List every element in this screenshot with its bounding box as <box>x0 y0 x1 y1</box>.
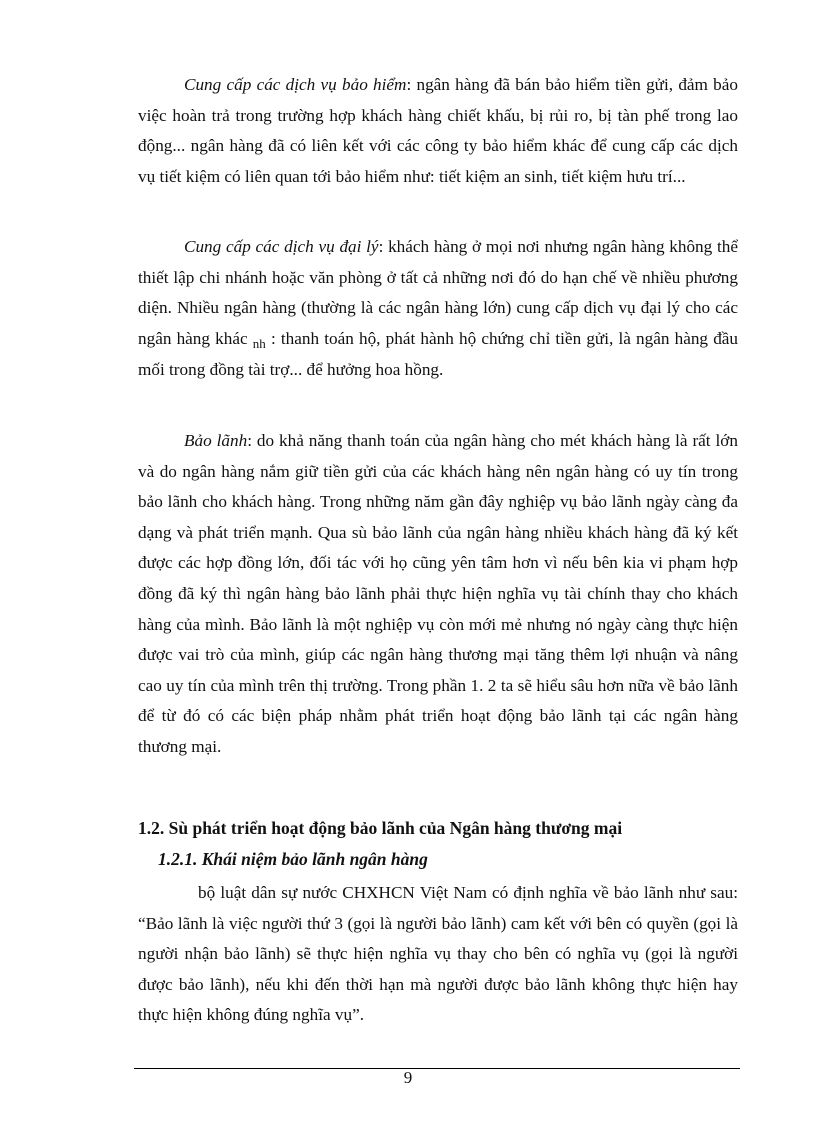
paragraph-guarantee <box>138 426 738 763</box>
paragraph-lead: Cung cấp các dịch vụ đại lý <box>184 237 379 256</box>
paragraph-definition <box>138 878 738 1031</box>
paragraph-body-continued: : thanh toán hộ, phát hành hộ chứng chỉ tiền gửi, là ngân hàng đầu mối trong đồng tài trợ... để hưởng hoa hồng. <box>138 328 739 380</box>
paragraph-body: : khách hàng ở mọi nơi nhưng ngân hàng không thể thiết lập chi nhánh hoặc văn phòng ở tất cả những nơi đó do hạn chế về nhiều phương diện. Nhiều ngân hàng (thường là các ngân hàng lớn) cung cấp dịch vụ đại lý cho các ngân hàng khác <box>138 237 738 348</box>
paragraph-lead: Bảo lãnh <box>184 431 248 450</box>
page-number: 9 <box>403 1068 413 1087</box>
section-heading: 1.2. Sù phát triển hoạt động bảo lãnh của Ngân hàng thương mại <box>138 818 623 838</box>
subscript-note: nh <box>252 335 266 351</box>
paragraph-body: bộ luật dân sự nước CHXHCN Việt Nam có định nghĩa về bảo lãnh như sau: “Bảo lãnh là việc người thứ 3 (gọi là người bảo lãnh) cam kết với bên có quyền (gọi là người nhận bảo lãnh) sẽ thực hiện nghĩa vụ thay cho bên có nghĩa vụ (gọi là người được bảo lãnh), nếu khi đến thời hạn mà người được bảo lãnh không thực hiện hay thực hiện không đúng nghĩa vụ”. <box>138 883 738 1025</box>
paragraph-lead: Cung cấp các dịch vụ bảo hiểm <box>184 75 407 94</box>
paragraph-body: : ngân hàng đã bán bảo hiểm tiền gửi, đảm bảo việc hoàn trả trong trường hợp khách hàng chiết khấu, bị rủi ro, bị tàn phế trong lao động... ngân hàng đã có liên kết với các công ty bảo hiểm khác để cung cấp các dịch vụ tiết kiệm có liên quan tới bảo hiểm như: tiết kiệm an sinh, tiết kiệm hưu trí... <box>138 75 738 186</box>
paragraph-body: : do khả năng thanh toán của ngân hàng cho mét khách hàng là rất lớn và do ngân hàng nắm giữ tiền gửi của các khách hàng nên ngân hàng có uy tín trong bảo lãnh cho khách hàng. Trong những năm gần đây nghiệp vụ bảo lãnh ngày càng đa dạng và phát triển mạnh. Qua sù bảo lãnh của ngân hàng nhiều khách hàng đã ký kết được các hợp đồng lớn, đối tác với họ cũng yên tâm hơn vì nếu bên kia vi phạm hợp đồng đã ký thì ngân hàng bảo lãnh phải thực hiện nghĩa vụ tài chính thay cho khách hàng của mình. Bảo lãnh là một nghiệp vụ còn mới mẻ nhưng nó ngày càng thực hiện được vai trò của mình, giúp các ngân hàng thương mại tăng thêm lợi nhuận và nâng cao uy tín của mình trên thị trường. Trong phần 1. 2 ta sẽ hiểu sâu hơn nữa về bảo lãnh để từ đó có các biện pháp nhằm phát triển hoạt động bảo lãnh tại các ngân hàng thương mại. <box>138 431 738 756</box>
subsection-heading: 1.2.1. Khái niệm bảo lãnh ngân hàng <box>158 849 428 869</box>
paragraph-insurance-services <box>138 70 738 192</box>
paragraph-agency-services <box>138 232 738 386</box>
